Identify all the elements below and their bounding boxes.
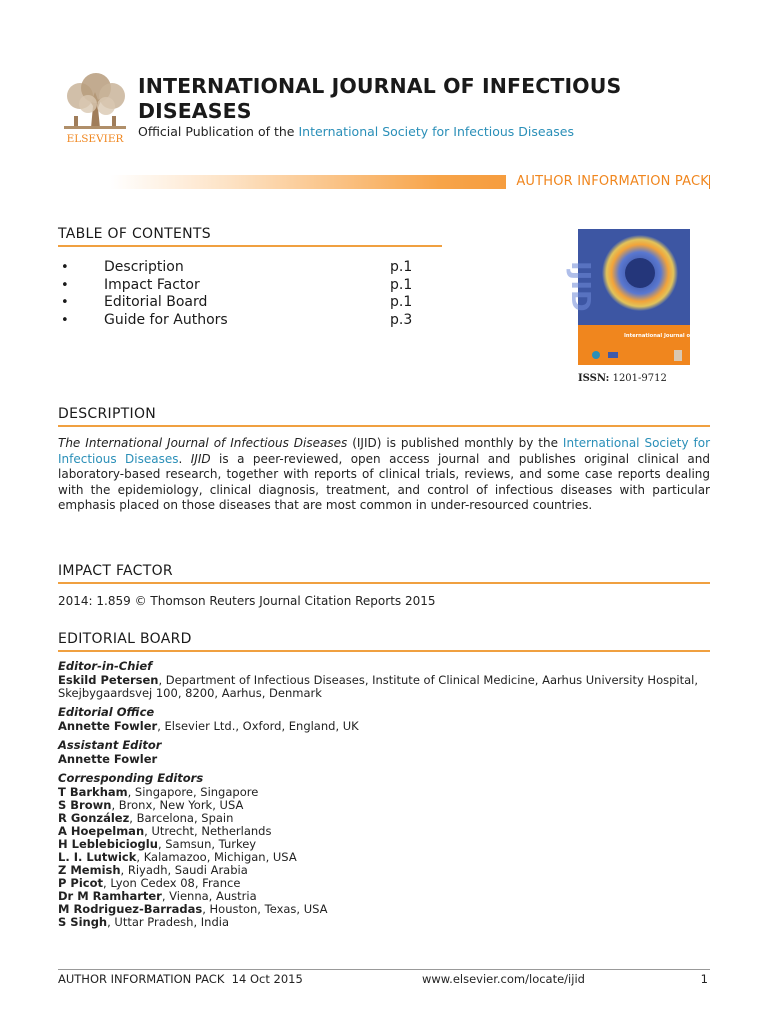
editorial-board-divider bbox=[58, 650, 710, 652]
toc-item-page: p.3 bbox=[390, 311, 413, 328]
page-number: 1 bbox=[700, 972, 708, 986]
person-place: , Barcelona, Spain bbox=[129, 811, 234, 825]
toc-divider bbox=[58, 245, 442, 247]
journal-title: INTERNATIONAL JOURNAL OF INFECTIOUS DISEASES bbox=[138, 74, 622, 123]
person-place: , Kalamazoo, Michigan, USA bbox=[136, 850, 297, 864]
society-link-description[interactable]: International Society for Infectious Diseases bbox=[58, 436, 711, 466]
cover-spine-text: IJID bbox=[565, 261, 595, 312]
person-name: T Barkham bbox=[58, 785, 128, 799]
toc-item-label[interactable]: Guide for Authors bbox=[104, 311, 228, 328]
toc-list bbox=[58, 259, 438, 329]
role-editor-in-chief: Editor-in-Chief bbox=[58, 659, 153, 673]
person-name: S Brown bbox=[58, 798, 112, 812]
toc-item-label[interactable]: Editorial Board bbox=[104, 294, 208, 310]
person-place: , Vienna, Austria bbox=[161, 889, 257, 903]
person-name: R González bbox=[58, 811, 130, 825]
toc-bullet: • bbox=[61, 277, 69, 293]
person-name: M Rodriguez-Barradas bbox=[58, 902, 203, 916]
description-part: is a peer-reviewed, open access journal and publishes original clinical and laboratory-based research, together with reports of clinical trials, reviews, and some case reports dealing with the epidemiology, clinical diagnosis, treatment, and control of infectious diseases with particular emphasis placed on those diseases that are most common in under-resourced countries. bbox=[58, 451, 710, 512]
editorial-board bbox=[58, 660, 713, 929]
toc-item[interactable] bbox=[58, 312, 438, 330]
toc-item-page: p.1 bbox=[390, 276, 413, 293]
person-name: S Singh bbox=[58, 915, 108, 929]
person-place: , Samsun, Turkey bbox=[157, 837, 257, 851]
toc-bullet: • bbox=[61, 312, 69, 328]
footer-url-link[interactable]: www.elsevier.com/locate/ijid bbox=[422, 972, 585, 986]
person-place: , Lyon Cedex 08, France bbox=[103, 876, 241, 890]
toc-bullet: • bbox=[61, 260, 69, 275]
person-place: , Singapore, Singapore bbox=[127, 785, 259, 799]
person-name: Eskild Petersen bbox=[58, 673, 159, 687]
subtitle bbox=[138, 124, 574, 139]
description-text bbox=[58, 436, 710, 514]
toc-item[interactable] bbox=[58, 259, 438, 277]
person-name: Annette Fowler bbox=[58, 719, 158, 733]
description-divider bbox=[58, 425, 710, 427]
description-heading: DESCRIPTION bbox=[58, 406, 157, 422]
impact-factor-divider bbox=[58, 582, 710, 584]
toc-item-label[interactable]: Impact Factor bbox=[104, 276, 200, 293]
toc-item-page: p.1 bbox=[390, 259, 413, 275]
person-affiliation: , Elsevier Ltd., Oxford, England, UK bbox=[157, 719, 359, 733]
toc-item-label[interactable]: Description bbox=[104, 259, 184, 275]
cover-title: International Journal of Infectious Diseases bbox=[624, 333, 751, 339]
issn-value: 1201-9712 bbox=[612, 373, 667, 384]
impact-factor-text: 2014: 1.859 © Thomson Reuters Journal Citation Reports 2015 bbox=[58, 594, 436, 608]
issn bbox=[578, 373, 667, 384]
impact-factor-heading: IMPACT FACTOR bbox=[58, 563, 173, 579]
society-link[interactable]: International Society for Infectious Diseases bbox=[298, 124, 574, 139]
toc-item[interactable] bbox=[58, 294, 438, 312]
editor-in-chief bbox=[58, 674, 713, 700]
publisher-wordmark: ELSEVIER bbox=[66, 133, 124, 145]
person-name: H Leblebicioglu bbox=[58, 837, 158, 851]
assistant-editor bbox=[58, 753, 713, 766]
person-affiliation: , Department of Infectious Diseases, Institute of Clinical Medicine, Aarhus University Hospital, Skejbygaardsvej 100, 8200, Aarhus, Denmark bbox=[58, 673, 699, 700]
person-name: L. I. Lutwick bbox=[58, 850, 137, 864]
toc-heading: TABLE OF CONTENTS bbox=[58, 226, 211, 242]
person-name: P Picot bbox=[58, 876, 104, 890]
footer-divider bbox=[58, 969, 710, 970]
issn-label: ISSN: bbox=[578, 373, 610, 384]
person-place: , Bronx, New York, USA bbox=[111, 798, 244, 812]
person-name: Dr M Ramharter bbox=[58, 889, 162, 903]
footer-pack-date: AUTHOR INFORMATION PACK 14 Oct 2015 bbox=[58, 972, 303, 986]
person-place: , Riyadh, Saudi Arabia bbox=[120, 863, 248, 877]
role-assistant-editor: Assistant Editor bbox=[58, 738, 162, 752]
toc-bullet: • bbox=[61, 295, 69, 310]
editorial-board-heading: EDITORIAL BOARD bbox=[58, 631, 192, 647]
corresponding-editor bbox=[58, 916, 713, 929]
description-part: (IJID) is published monthly by the bbox=[347, 436, 563, 450]
editorial-office-person bbox=[58, 720, 713, 733]
person-place: , Houston, Texas, USA bbox=[202, 902, 328, 916]
journal-cover-image bbox=[565, 229, 751, 365]
role-editorial-office: Editorial Office bbox=[58, 705, 155, 719]
journal-name: The International Journal of Infectious Diseases bbox=[58, 436, 348, 450]
role-corresponding-editors: Corresponding Editors bbox=[58, 771, 204, 785]
toc-item[interactable] bbox=[58, 277, 438, 295]
subtitle-prefix: Official Publication of the bbox=[138, 124, 299, 139]
toc-item-page: p.1 bbox=[390, 294, 413, 310]
elsevier-logo bbox=[58, 70, 132, 146]
description-part: . bbox=[178, 451, 191, 466]
person-name: Annette Fowler bbox=[58, 752, 158, 766]
journal-abbr: IJID bbox=[190, 451, 211, 466]
person-place: , Uttar Pradesh, India bbox=[107, 915, 229, 929]
person-name: Z Memish bbox=[58, 863, 121, 877]
person-place: , Utrecht, Netherlands bbox=[144, 824, 272, 838]
person-name: A Hoepelman bbox=[58, 824, 145, 838]
author-information-pack-label: AUTHOR INFORMATION PACK bbox=[506, 174, 709, 189]
